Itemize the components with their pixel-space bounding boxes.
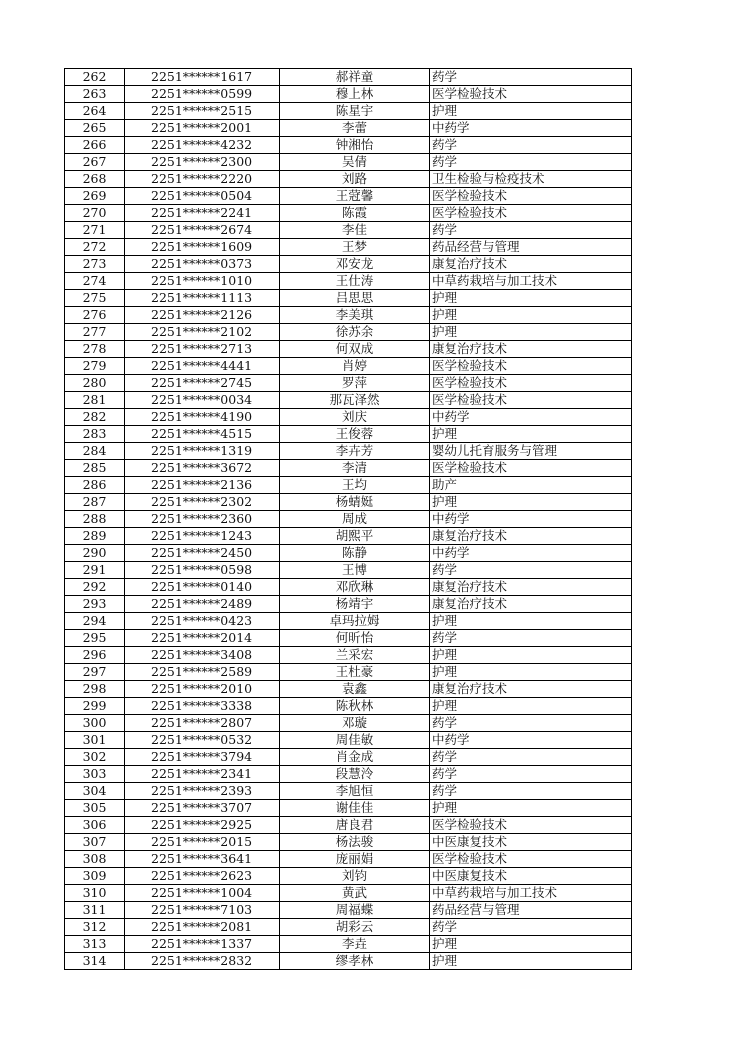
row-number-cell: 311 [65,902,125,919]
major-cell: 护理 [430,800,632,817]
student-id-cell: 2251******3707 [125,800,280,817]
student-list-table [64,68,632,970]
major-cell: 药学 [430,630,632,647]
row-number-cell: 287 [65,494,125,511]
table-row [65,902,632,919]
row-number-cell: 304 [65,783,125,800]
major-cell: 护理 [430,647,632,664]
student-name-cell: 那瓦泽然 [280,392,430,409]
student-name-cell: 缪孝林 [280,953,430,970]
major-cell: 康复治疗技术 [430,596,632,613]
student-name-cell: 王均 [280,477,430,494]
row-number-cell: 302 [65,749,125,766]
row-number-cell: 314 [65,953,125,970]
student-name-cell: 肖婷 [280,358,430,375]
row-number-cell: 265 [65,120,125,137]
student-id-cell: 2251******2302 [125,494,280,511]
student-name-cell: 王博 [280,562,430,579]
major-cell: 药学 [430,222,632,239]
major-cell: 康复治疗技术 [430,256,632,273]
student-name-cell: 陈霞 [280,205,430,222]
table-row [65,409,632,426]
student-id-cell: 2251******2515 [125,103,280,120]
table-row [65,205,632,222]
row-number-cell: 313 [65,936,125,953]
student-name-cell: 王俊蓉 [280,426,430,443]
table-row [65,851,632,868]
major-cell: 药学 [430,919,632,936]
student-name-cell: 穆上林 [280,86,430,103]
major-cell: 护理 [430,936,632,953]
major-cell: 助产 [430,477,632,494]
student-id-cell: 2251******2489 [125,596,280,613]
table-row [65,69,632,86]
major-cell: 护理 [430,307,632,324]
row-number-cell: 299 [65,698,125,715]
student-name-cell: 吴倩 [280,154,430,171]
major-cell: 医学检验技术 [430,188,632,205]
student-id-cell: 2251******1113 [125,290,280,307]
row-number-cell: 298 [65,681,125,698]
row-number-cell: 273 [65,256,125,273]
major-cell: 婴幼儿托育服务与管理 [430,443,632,460]
row-number-cell: 300 [65,715,125,732]
student-id-cell: 2251******2623 [125,868,280,885]
table-row [65,664,632,681]
student-id-cell: 2251******1243 [125,528,280,545]
student-id-cell: 2251******2010 [125,681,280,698]
table-row [65,885,632,902]
table-row [65,630,632,647]
student-name-cell: 周佳敏 [280,732,430,749]
table-row [65,307,632,324]
table-row [65,953,632,970]
student-id-cell: 2251******0532 [125,732,280,749]
row-number-cell: 272 [65,239,125,256]
student-id-cell: 2251******0034 [125,392,280,409]
row-number-cell: 296 [65,647,125,664]
row-number-cell: 283 [65,426,125,443]
row-number-cell: 286 [65,477,125,494]
row-number-cell: 279 [65,358,125,375]
table-row [65,460,632,477]
major-cell: 中草药栽培与加工技术 [430,885,632,902]
student-name-cell: 陈秋林 [280,698,430,715]
row-number-cell: 312 [65,919,125,936]
row-number-cell: 270 [65,205,125,222]
table-row [65,596,632,613]
table-row [65,868,632,885]
student-id-cell: 2251******1337 [125,936,280,953]
table-row [65,273,632,290]
table-row [65,103,632,120]
table-row [65,171,632,188]
student-name-cell: 邓安龙 [280,256,430,273]
row-number-cell: 305 [65,800,125,817]
student-name-cell: 卓玛拉姆 [280,613,430,630]
major-cell: 护理 [430,953,632,970]
student-name-cell: 吕思思 [280,290,430,307]
table-row [65,613,632,630]
table-row [65,698,632,715]
row-number-cell: 294 [65,613,125,630]
student-name-cell: 李卉芳 [280,443,430,460]
table-row [65,834,632,851]
student-id-cell: 2251******2341 [125,766,280,783]
student-id-cell: 2251******0504 [125,188,280,205]
student-name-cell: 王蒄馨 [280,188,430,205]
row-number-cell: 281 [65,392,125,409]
student-id-cell: 2251******0140 [125,579,280,596]
student-id-cell: 2251******2015 [125,834,280,851]
row-number-cell: 291 [65,562,125,579]
table-row [65,528,632,545]
major-cell: 护理 [430,426,632,443]
student-name-cell: 胡熙平 [280,528,430,545]
row-number-cell: 297 [65,664,125,681]
student-id-cell: 2251******2589 [125,664,280,681]
row-number-cell: 301 [65,732,125,749]
student-name-cell: 李旭恒 [280,783,430,800]
table-row [65,477,632,494]
student-name-cell: 邓欣琳 [280,579,430,596]
table-row [65,936,632,953]
table-row [65,358,632,375]
student-name-cell: 杨法骏 [280,834,430,851]
student-id-cell: 2251******2081 [125,919,280,936]
major-cell: 医学检验技术 [430,358,632,375]
major-cell: 药学 [430,715,632,732]
major-cell: 卫生检验与检疫技术 [430,171,632,188]
student-name-cell: 周福蝶 [280,902,430,919]
table-row [65,749,632,766]
student-id-cell: 2251******3672 [125,460,280,477]
table-row [65,545,632,562]
student-name-cell: 王杜豪 [280,664,430,681]
row-number-cell: 266 [65,137,125,154]
row-number-cell: 306 [65,817,125,834]
student-id-cell: 2251******4441 [125,358,280,375]
row-number-cell: 275 [65,290,125,307]
major-cell: 医学检验技术 [430,851,632,868]
major-cell: 药学 [430,562,632,579]
major-cell: 护理 [430,494,632,511]
major-cell: 护理 [430,290,632,307]
major-cell: 中药学 [430,511,632,528]
table-row [65,222,632,239]
table-row [65,188,632,205]
major-cell: 康复治疗技术 [430,681,632,698]
major-cell: 中药学 [430,545,632,562]
student-name-cell: 李佳 [280,222,430,239]
row-number-cell: 303 [65,766,125,783]
row-number-cell: 307 [65,834,125,851]
student-id-cell: 2251******2102 [125,324,280,341]
major-cell: 药学 [430,766,632,783]
student-id-cell: 2251******0423 [125,613,280,630]
student-id-cell: 2251******2136 [125,477,280,494]
major-cell: 护理 [430,324,632,341]
table-row [65,137,632,154]
student-id-cell: 2251******4232 [125,137,280,154]
row-number-cell: 308 [65,851,125,868]
major-cell: 医学检验技术 [430,86,632,103]
student-name-cell: 段慧泠 [280,766,430,783]
major-cell: 药学 [430,137,632,154]
table-row [65,324,632,341]
student-name-cell: 李美琪 [280,307,430,324]
student-id-cell: 2251******0598 [125,562,280,579]
student-name-cell: 邓璇 [280,715,430,732]
student-name-cell: 庞丽娟 [280,851,430,868]
table-row [65,919,632,936]
row-number-cell: 288 [65,511,125,528]
row-number-cell: 282 [65,409,125,426]
student-id-cell: 2251******2126 [125,307,280,324]
student-name-cell: 周成 [280,511,430,528]
major-cell: 康复治疗技术 [430,528,632,545]
row-number-cell: 277 [65,324,125,341]
student-id-cell: 2251******1319 [125,443,280,460]
row-number-cell: 262 [65,69,125,86]
student-name-cell: 袁鑫 [280,681,430,698]
student-name-cell: 杨靖宇 [280,596,430,613]
table-row [65,766,632,783]
student-name-cell: 陈静 [280,545,430,562]
table-row [65,647,632,664]
row-number-cell: 285 [65,460,125,477]
student-id-cell: 2251******2832 [125,953,280,970]
student-name-cell: 黄武 [280,885,430,902]
major-cell: 医学检验技术 [430,375,632,392]
row-number-cell: 274 [65,273,125,290]
row-number-cell: 271 [65,222,125,239]
student-name-cell: 李垚 [280,936,430,953]
student-name-cell: 何双成 [280,341,430,358]
table-row [65,290,632,307]
table-row [65,511,632,528]
major-cell: 护理 [430,103,632,120]
row-number-cell: 264 [65,103,125,120]
student-name-cell: 谢佳佳 [280,800,430,817]
table-row [65,817,632,834]
student-id-cell: 2251******1004 [125,885,280,902]
major-cell: 护理 [430,698,632,715]
major-cell: 护理 [430,613,632,630]
major-cell: 药品经营与管理 [430,902,632,919]
student-id-cell: 2251******2001 [125,120,280,137]
major-cell: 中草药栽培与加工技术 [430,273,632,290]
row-number-cell: 309 [65,868,125,885]
row-number-cell: 278 [65,341,125,358]
major-cell: 药学 [430,749,632,766]
major-cell: 中医康复技术 [430,834,632,851]
table-row [65,681,632,698]
student-name-cell: 王梦 [280,239,430,256]
table-row [65,154,632,171]
student-name-cell: 李蕾 [280,120,430,137]
student-name-cell: 刘路 [280,171,430,188]
student-id-cell: 2251******1010 [125,273,280,290]
major-cell: 医学检验技术 [430,205,632,222]
row-number-cell: 310 [65,885,125,902]
major-cell: 医学检验技术 [430,817,632,834]
table-body [65,69,632,970]
student-name-cell: 杨蜻娗 [280,494,430,511]
row-number-cell: 295 [65,630,125,647]
student-name-cell: 陈星宇 [280,103,430,120]
major-cell: 中药学 [430,409,632,426]
table-row [65,783,632,800]
major-cell: 康复治疗技术 [430,579,632,596]
row-number-cell: 284 [65,443,125,460]
student-id-cell: 2251******3641 [125,851,280,868]
table-row [65,341,632,358]
table-row [65,239,632,256]
row-number-cell: 293 [65,596,125,613]
row-number-cell: 276 [65,307,125,324]
table-row [65,562,632,579]
student-name-cell: 刘庆 [280,409,430,426]
table-row [65,715,632,732]
document-page [64,68,632,970]
table-row [65,86,632,103]
row-number-cell: 269 [65,188,125,205]
student-name-cell: 肖金成 [280,749,430,766]
student-id-cell: 2251******2014 [125,630,280,647]
table-row [65,392,632,409]
major-cell: 药品经营与管理 [430,239,632,256]
student-name-cell: 兰采宏 [280,647,430,664]
student-id-cell: 2251******4515 [125,426,280,443]
student-name-cell: 罗萍 [280,375,430,392]
student-id-cell: 2251******2220 [125,171,280,188]
student-id-cell: 2251******3794 [125,749,280,766]
table-row [65,426,632,443]
table-row [65,800,632,817]
student-id-cell: 2251******3408 [125,647,280,664]
student-name-cell: 胡彩云 [280,919,430,936]
student-id-cell: 2251******0373 [125,256,280,273]
student-name-cell: 刘钧 [280,868,430,885]
table-row [65,120,632,137]
student-id-cell: 2251******0599 [125,86,280,103]
major-cell: 药学 [430,783,632,800]
student-name-cell: 何昕怡 [280,630,430,647]
table-row [65,494,632,511]
major-cell: 护理 [430,664,632,681]
table-row [65,375,632,392]
student-id-cell: 2251******7103 [125,902,280,919]
row-number-cell: 289 [65,528,125,545]
row-number-cell: 290 [65,545,125,562]
student-id-cell: 2251******1609 [125,239,280,256]
student-name-cell: 钟湘怡 [280,137,430,154]
major-cell: 药学 [430,69,632,86]
row-number-cell: 267 [65,154,125,171]
student-id-cell: 2251******2360 [125,511,280,528]
table-row [65,443,632,460]
student-name-cell: 郝祥童 [280,69,430,86]
student-id-cell: 2251******2300 [125,154,280,171]
row-number-cell: 263 [65,86,125,103]
row-number-cell: 292 [65,579,125,596]
student-id-cell: 2251******2450 [125,545,280,562]
student-id-cell: 2251******2925 [125,817,280,834]
student-name-cell: 唐良君 [280,817,430,834]
major-cell: 中药学 [430,120,632,137]
major-cell: 药学 [430,154,632,171]
major-cell: 中药学 [430,732,632,749]
row-number-cell: 268 [65,171,125,188]
student-name-cell: 王仕涛 [280,273,430,290]
student-id-cell: 2251******2393 [125,783,280,800]
student-name-cell: 徐苏余 [280,324,430,341]
table-row [65,256,632,273]
student-id-cell: 2251******3338 [125,698,280,715]
table-row [65,579,632,596]
student-id-cell: 2251******2713 [125,341,280,358]
major-cell: 医学检验技术 [430,392,632,409]
student-id-cell: 2251******2745 [125,375,280,392]
student-name-cell: 李清 [280,460,430,477]
student-id-cell: 2251******2241 [125,205,280,222]
student-id-cell: 2251******4190 [125,409,280,426]
table-row [65,732,632,749]
major-cell: 康复治疗技术 [430,341,632,358]
major-cell: 医学检验技术 [430,460,632,477]
student-id-cell: 2251******1617 [125,69,280,86]
student-id-cell: 2251******2674 [125,222,280,239]
row-number-cell: 280 [65,375,125,392]
major-cell: 中医康复技术 [430,868,632,885]
student-id-cell: 2251******2807 [125,715,280,732]
